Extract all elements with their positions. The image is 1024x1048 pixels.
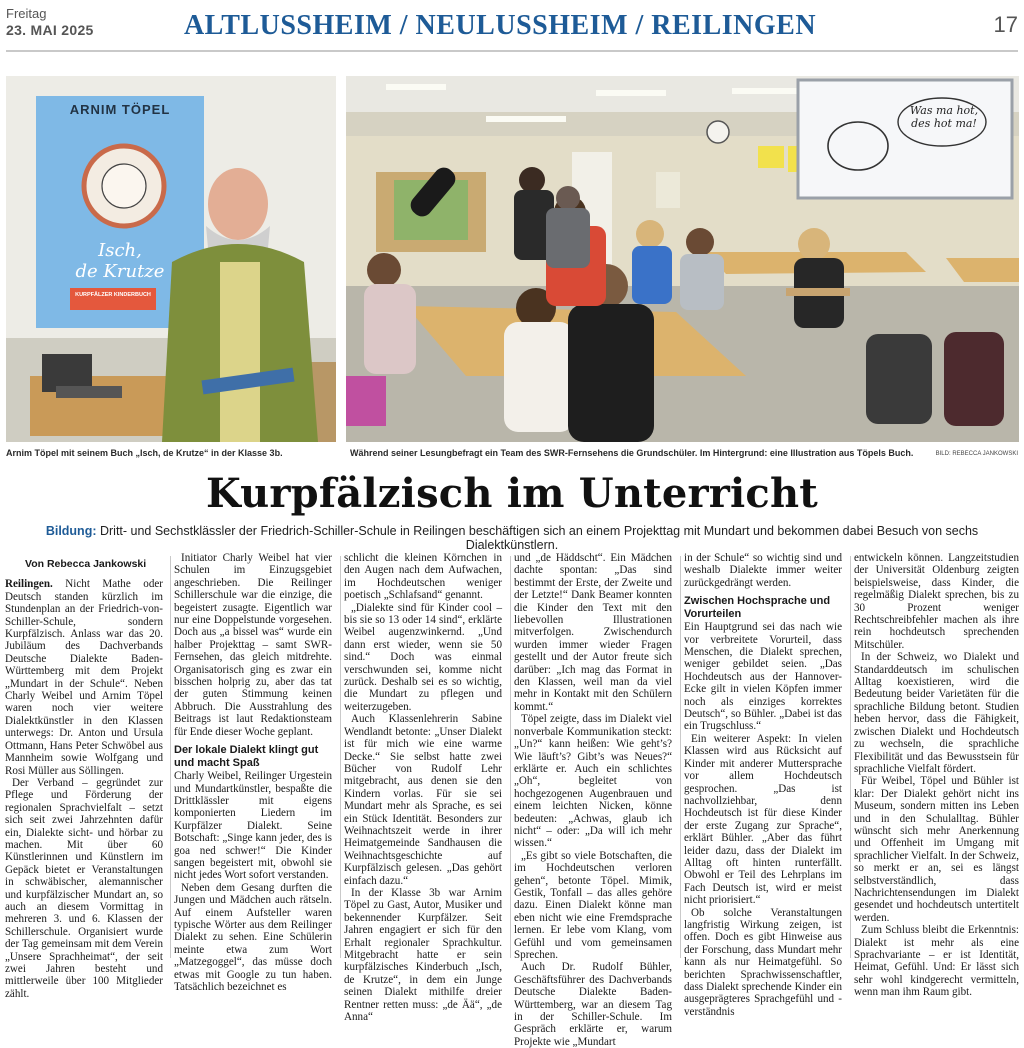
book-title-line1: Isch, xyxy=(98,240,142,261)
page-header xyxy=(0,0,1024,60)
article-subheadline xyxy=(0,524,1024,552)
article-column-1 xyxy=(5,552,163,1000)
paragraph: „Es gibt so viele Botschaften, die im Hochdeutschen verloren gehen“, betonte Töpel. Mimik, Gestik, Tonfall – das alles gehöre dazu. Einen Dialekt könne man eben nicht wie eine Fremdsprache lernen. Er lebe vom Klang, vom Gefühl und vom gemeinsamen Sprechen. xyxy=(514,849,672,961)
lead-paragraph xyxy=(5,578,163,777)
article-column-6 xyxy=(854,552,1019,999)
book-author-label: ARNIM TÖPEL xyxy=(69,102,171,117)
paragraph: Auch Dr. Rudolf Bühler, Geschäftsführer des Dachverbands Deutsche Dialekte Baden-Württemberg, war an diesem Tag in der Schiller-Schule. Im Gespräch erklärte er, warum Projekte wie „Mundart xyxy=(514,961,672,1048)
slide-text-line1: Was ma hot, xyxy=(909,104,979,117)
book-subtitle-label: KURPFÄLZER KINDERBUCH xyxy=(75,292,151,298)
column-divider xyxy=(340,556,341,958)
paragraph: In der Klasse 3b war Arnim Töpel zu Gast, Autor, Musiker und bekennender Kurpfälzer. Seit Jahren engagiert er sich für den Erhalt regionaler Sprachkultur. Mitgebracht hatte er sein kurpfälzisches Kinderbuch „Isch, de Krutze“, in dem ein Junge seinen Dialekt mithilfe dreier Rentner retten muss: „de Ää“, „de Anna“ xyxy=(344,886,502,1024)
paragraph: Ein Hauptgrund sei das nach wie vor verbreitete Vorurteil, dass Menschen, die Dialekt sprechen, weniger gebildet seien. „Das Hochdeutsch aus der Hannover-Ecke gilt in vielen Köpfen immer noch als einziges korrektes Deutsch“, so Bühler. „Dabei ist das ein Trugschluss.“ xyxy=(684,621,842,733)
projected-cover-text xyxy=(36,98,204,117)
article-column-2 xyxy=(174,552,332,993)
issue-date-text: 23. MAI 2025 xyxy=(6,21,94,38)
wall-clock-icon xyxy=(707,121,729,143)
slide-text-line2: des hot ma! xyxy=(911,117,977,130)
section-subheading: Der lokale Dialekt klingt gut und macht Spaß xyxy=(174,744,319,769)
article-column-4 xyxy=(514,552,672,1048)
column-divider xyxy=(850,556,851,958)
book-title-line2: de Krutze xyxy=(75,261,165,282)
issue-date xyxy=(6,6,94,38)
paragraph: In der Schweiz, wo Dialekt und Standarddeutsch im schulischen Alltag koexistieren, wird die Bedeutung beider Varietäten für die sprachliche Bildung betont. Studien heben hervor, dass die Fähigkeit, zwischen Dialekt und Hochdeutsch zu wechseln, die sprachliche Flexibilität und das Bewusstsein für sprachliche Vielfalt fördert. xyxy=(854,651,1019,775)
paragraph: Neben dem Gesang durften die Jungen und Mädchen auch rätseln. Auf einem Aufsteller waren typische Wörter aus dem Reilinger Dialekt zu sehen. Eine Schülerin meinte etwa zum Wort „Matzegoggel“, das müsse doch etwas mit Google zu tun haben. Tatsächlich bezeichnet es xyxy=(174,881,332,993)
paragraph: Ob solche Veranstaltungen langfristig Wirkung zeigen, ist offen. Doch es gibt Hinweise aus der Forschung, dass Mundart mehr kann als nur Heimatgefühl. So berichten Sprachwissenschaftler, dass Dialekt sprechende Kinder ein ausgeprägteres Sprachgefühl und -verständnis xyxy=(684,906,842,1018)
photo-right-caption: Während seiner Lesungbefragt ein Team des SWR-Fernsehens die Grundschüler. Im Hintergrund: eine Illustration aus Töpels Buch. xyxy=(350,448,914,458)
article-column-5 xyxy=(684,552,842,1018)
photo-credit: BILD: REBECCA JANKOWSKI xyxy=(935,451,1018,457)
paragraph: schlicht die kleinen Körnchen in den Augen nach dem Aufwachen, im Hochdeutschen weniger poetisch „Schlafsand“ genannt. xyxy=(344,552,502,602)
paragraph: in der Schule“ so wichtig sind und weshalb Dialekte immer weiter zurückgedrängt werden. xyxy=(684,552,842,589)
paragraph: Für Weibel, Töpel und Bühler ist klar: Der Dialekt gehört nicht ins Museum, sondern mitten ins Leben und in den Schulalltag. Bühler wünscht sich mehr Anerkennung und Offenheit im Umgang mit sprachlicher Vielfalt. In der Schweiz, so merkt er an, sei es längst selbstverständlich, dass Nachrichtensendungen im Dialekt gesendet und hochdeutsch untertitelt werden. xyxy=(854,775,1019,924)
page-number: 17 xyxy=(993,12,1018,37)
dateline: Reilingen. xyxy=(5,578,53,591)
paragraph: Zum Schluss bleibt die Erkenntnis: Dialekt ist mehr als eine Sprachvariante – er ist Identität, Heimat, Gefühl. Und: Er lässt sich sehr wohl kindgerecht vermitteln, wenn man ihm Raum gibt. xyxy=(854,924,1019,999)
paragraph: Töpel zeigte, dass im Dialekt viel nonverbale Kommunikation steckt: „Un?“ kann heißen: Wie geht’s? Wie läuft’s? Gibt’s was Neues?“ erklärte er. Auch ein schlichtes „Oh“, begleitet von hochgezogenen Augenbrauen und einem leichten Nicken, könne bedeuten: „Achwas, glaub ich nicht“ – oder: „Da will ich mehr wissen.“ xyxy=(514,713,672,850)
photo-classroom xyxy=(346,76,1019,442)
subhead-category: Bildung: xyxy=(45,524,97,538)
column-divider xyxy=(510,556,511,958)
photo-left-caption: Arnim Töpel mit seinem Buch „Isch, de Krutze“ in der Klasse 3b. xyxy=(6,448,283,458)
article-headline: Kurpfälzisch im Unterricht xyxy=(206,470,818,517)
section-subheading: Zwischen Hochsprache und Vorurteilen xyxy=(684,595,831,620)
paragraph: entwickeln können. Langzeitstudien der Universität Oldenburg zeigten beispielsweise, dass Kinder, die regelmäßig Dialekt sprechen, bis zu 30 Prozent weniger Rechtschreibfehler machen als ihre rein hochdeutsch sprechenden Mitschüler. xyxy=(854,552,1019,651)
issue-weekday: Freitag xyxy=(6,6,47,21)
paragraph: Auch Klassenlehrerin Sabine Wendlandt betonte: „Unser Dialekt ist für mich wie eine warme Decke.“ Sie selbst hatte zwei Bücher von Rudolf Lehr mitgebracht, aus denen sie den Kindern vorlas. Für sie sei Mundart mehr als Sprache, es sei ein Stück Identität. Besonders zur Weihnachtszeit werde in ihrer Heimatgemeinde Sandhausen die Weihnachtsgeschichte auf Kurpfälzisch gelesen. „Das gehört einfach dazu.“ xyxy=(344,713,502,887)
lead-paragraph-text: Nicht Mathe oder Deutsch standen kürzlich im Stundenplan an der Friedrich-von-Schiller-Schule, sondern Kurpfälzisch. Anlass war das 20. Jubiläum des Dachverbands Deutsche Dialekte Baden-Württemberg mit dem Projekt „Mundart in der Schule“. Neben Charly Weibel und Arnim Töpel waren noch vier weitere Dialektkünstler in den Klassen unterwegs: Dr. Anton und Ursula Ottmann, Hans Peter Schwöbel aus Mannheim sowie Wolfgang und Rosi Müller aus Söllingen. xyxy=(5,578,163,777)
slide-speech-bubble xyxy=(898,104,990,130)
column-divider xyxy=(170,556,171,958)
article-column-3 xyxy=(344,552,502,1024)
subhead-text: Dritt- und Sechstklässler der Friedrich-Schiller-Schule in Reilingen beschäftigen sich an einem Projekttag mit Mundart und bekommen dabei Besuch von sechs Dialektkünstlern. xyxy=(96,524,979,552)
paragraph: und „de Häddscht“. Ein Mädchen dachte spontan: „Das sind bestimmt der Erste, der Zweite und der Letzte!“ Dank Beamer konnten die Kinder den Text mit den liebevollen Illustrationen mitverfolgen. Zwischendurch wurden immer wieder Fragen gestellt und der Autor freute sich darüber: „Ich mag das Format in den Klassen, weil man da viel mehr in Kontakt mit den Schülern kommt.“ xyxy=(514,552,672,713)
paragraph: „Dialekte sind für Kinder cool – bis sie so 13 oder 14 sind“, erklärte Weibel augenzwinkernd. „Und dann erst wieder, wenn sie 50 sind.“ Doch was einmal verschwunden sei, komme nicht zurück. Deshalb sei es so wichtig, die Mundart zu pflegen und weiterzugeben. xyxy=(344,601,502,713)
photo-author-reading xyxy=(6,76,336,442)
projection-screen xyxy=(798,80,1012,198)
byline: Von Rebecca Jankowski xyxy=(25,558,147,570)
paragraph: Charly Weibel, Reilinger Urgestein und Mundartkünstler, bespaßte die Drittklässler mit eigens komponierten Liedern im Kurpfälzer Dialekt. Seine Botschaft: „Singe kann jeder, des is goa ned schwer!“ Die Kinder sangen begeistert mit, obwohl sie nicht jedes Wort sofort verstanden. xyxy=(174,770,332,882)
section-title: ALTLUSSHEIM / NEULUSSHEIM / REILINGEN xyxy=(183,10,817,41)
paragraph: Initiator Charly Weibel hat vier Schulen im Einzugsgebiet angeschrieben. Die Reilinger Schillerschule war die einzige, die begeistert zusagte. Eigentlich war nur eine Doppelstunde vorgesehen. Doch aus „a bissel was“ wurde ein halber Projekttag – samt SWR-Fernsehen, das gleich mitdrehte. Organisatorisch ging es zwar ein bisschen holprig zu, aber das tat der guten Stimmung keinen Abbruch. Die Ausstrahlung des Beitrags ist laut Redaktionsteam für Ende dieser Woche geplant. xyxy=(174,552,332,738)
projected-title-text xyxy=(36,240,204,282)
paragraph: Ein weiterer Aspekt: In vielen Klassen wird aus Rücksicht auf Kinder mit anderer Muttersprache vor allem Hochdeutsch gesprochen. „Das ist nachvollziehbar, denn Hochdeutsch ist für diese Kinder der erste Zugang zur Sprache“, erklärt Bühler. „Aber das führt leider dazu, dass der Dialekt im Alltag oft hinten runterfällt. Obwohl er Teil des Lehrplans im Fach Deutsch ist, wird er meist nicht priorisiert.“ xyxy=(684,732,842,907)
column-divider xyxy=(680,556,681,958)
backpack xyxy=(866,334,932,424)
paragraph: Der Verband – gegründet zur Pflege und Förderung der regionalen Sprachvielfalt – setzt sich seit zwei Jahrzehnten dafür ein, Dialekte sicht- und hörbar zu machen. Mit über 60 Künstlerinnen und Künstlern im Gepäck bietet er Veranstaltungen in schwäbischer, alemannischer und kurpfälzischer Mundart an, so auch an diesem Vormittag in mehreren 3. und 6. Klassen der Schillerschule. Organisiert wurde der Tag gemeinsam mit dem Verein „Unsere Sprachheimat“, der seit zwei Jahren besteht und mittlerweile über 100 Mitglieder zählt. xyxy=(5,776,163,1000)
photo-right-illustration xyxy=(346,76,1019,442)
header-divider xyxy=(6,50,1018,52)
